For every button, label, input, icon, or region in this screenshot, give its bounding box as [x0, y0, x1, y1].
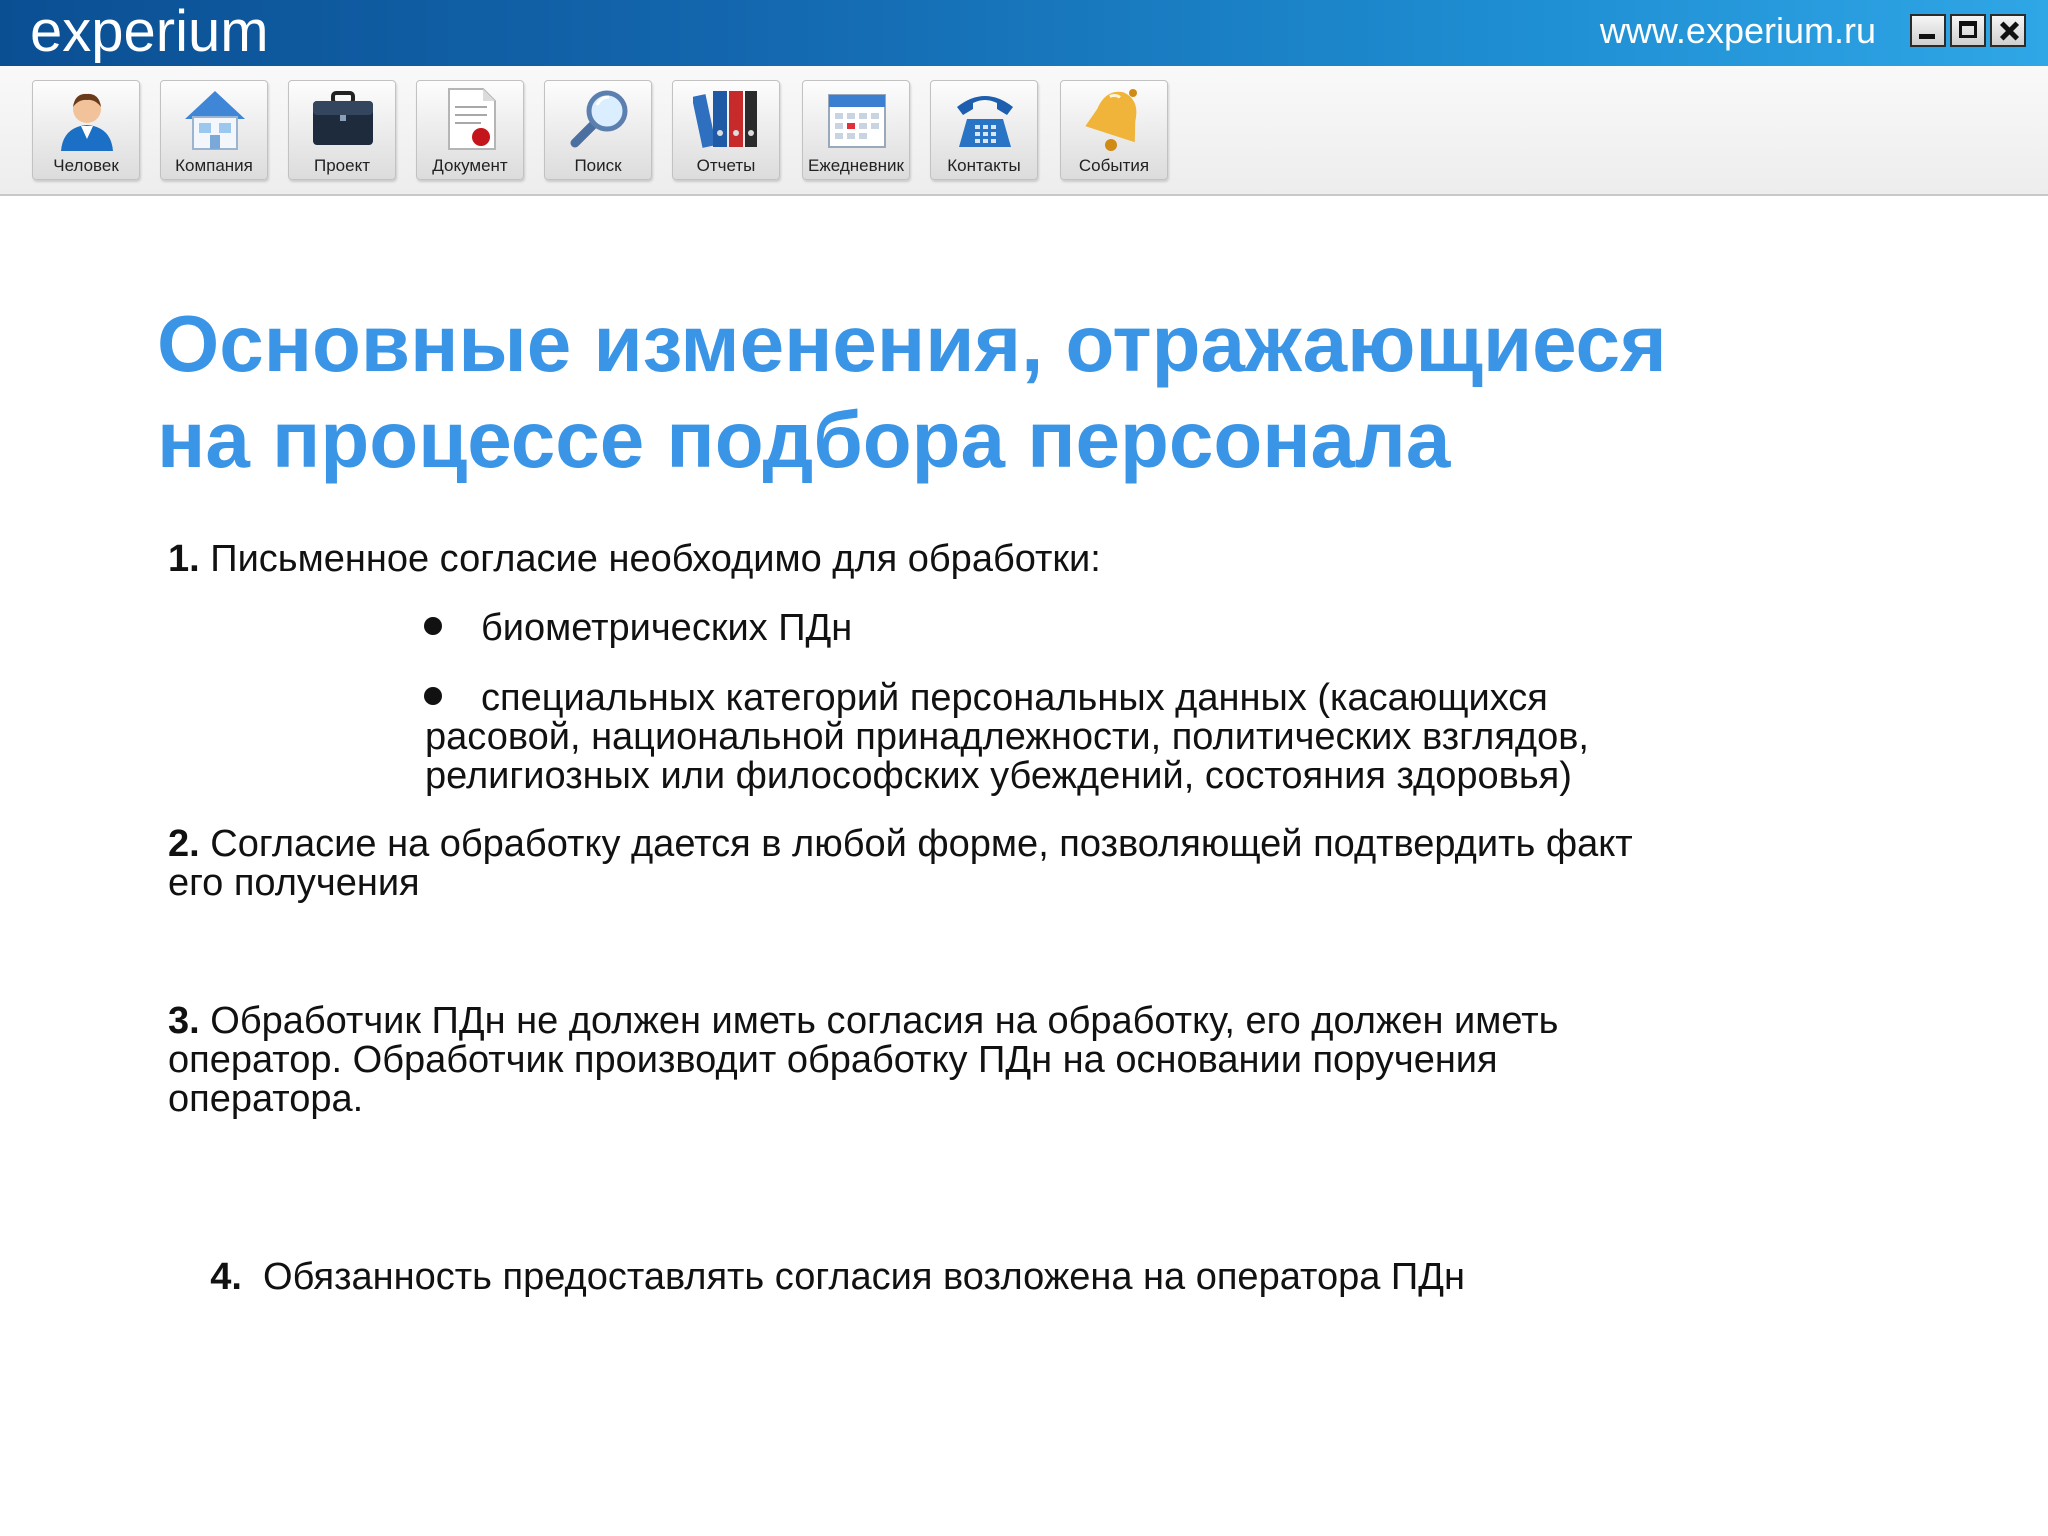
toolbar-button-search[interactable] [544, 80, 652, 180]
maximize-button[interactable] [1950, 14, 1986, 47]
app-titlebar [0, 0, 2048, 66]
toolbar-button-company[interactable] [160, 80, 268, 180]
toolbar-button-contacts[interactable] [930, 80, 1038, 180]
item-number: 2. [168, 823, 200, 865]
toolbar-button-label: Документ [432, 156, 508, 175]
toolbar-button-label: Компания [175, 156, 253, 175]
toolbar-button-label: Ежедневник [808, 156, 904, 175]
bullet-item-2-continuation: расовой, национальной принадлежности, политических взглядов, религиозных или философских убеждений, состояния здоровья) [425, 716, 1589, 797]
site-url: www.experium.ru [1599, 10, 1876, 51]
document-icon [437, 85, 505, 153]
item-text: Обработчик ПДн не должен иметь согласия на обработку, его должен иметь [199, 1000, 1559, 1042]
toolbar-button-label: Поиск [574, 156, 622, 175]
bullet-icon [424, 617, 442, 635]
item-text: Согласие на обработку дается в любой форме, позволяющей подтвердить факт [199, 823, 1633, 865]
bullet-text: специальных категорий персональных данных (касающихся [481, 677, 1548, 719]
item-number: 4. [210, 1256, 242, 1298]
magnifier-icon [565, 85, 633, 153]
calendar-icon [823, 85, 891, 153]
briefcase-icon [309, 85, 377, 153]
bullet-icon [424, 687, 442, 705]
binders-icon [693, 85, 761, 153]
person-icon [53, 85, 121, 153]
slide-title-line-2: на процессе подбора персонала [157, 395, 1451, 484]
toolbar-button-label: Контакты [947, 156, 1021, 175]
close-button[interactable] [1990, 14, 2026, 47]
slide-title-line-1: Основные изменения, отражающиеся [157, 299, 1667, 388]
toolbar-button-label: Человек [53, 156, 119, 175]
list-item-4 [168, 1219, 1465, 1336]
item-text: Обязанность предоставлять согласия возложена на оператора ПДн [241, 1256, 1465, 1298]
list-item-2-continuation: его получения [168, 862, 420, 904]
list-item-3-continuation: оператор. Обработчик производит обработку ПДн на основании поручения оператора. [168, 1039, 1498, 1120]
toolbar-button-project[interactable] [288, 80, 396, 180]
toolbar-button-label: Проект [314, 156, 370, 175]
bullet-text: биометрических ПДн [481, 607, 853, 649]
toolbar-button-label: События [1078, 156, 1150, 175]
toolbar-button-events[interactable] [1060, 80, 1168, 180]
window-controls [1910, 14, 2026, 47]
item-number: 3. [168, 1000, 200, 1042]
slide-title [157, 296, 1877, 488]
logo-text: experium [30, 0, 269, 64]
telephone-icon [951, 85, 1019, 153]
item-text: Письменное согласие необходимо для обработки: [199, 538, 1101, 580]
list-item-1 [168, 540, 1101, 579]
toolbar-button-planner[interactable] [802, 80, 910, 180]
list-item-3 [168, 1002, 1558, 1041]
main-toolbar [0, 66, 2048, 196]
toolbar-button-label: Отчеты [696, 156, 756, 175]
item-number: 1. [168, 538, 200, 580]
bell-icon [1081, 85, 1149, 153]
minimize-button[interactable] [1910, 14, 1946, 47]
toolbar-button-document[interactable] [416, 80, 524, 180]
toolbar-button-person[interactable] [32, 80, 140, 180]
house-icon [181, 85, 249, 153]
toolbar-button-reports[interactable] [672, 80, 780, 180]
experium-logo [30, 0, 269, 64]
list-item-2 [168, 825, 1633, 864]
